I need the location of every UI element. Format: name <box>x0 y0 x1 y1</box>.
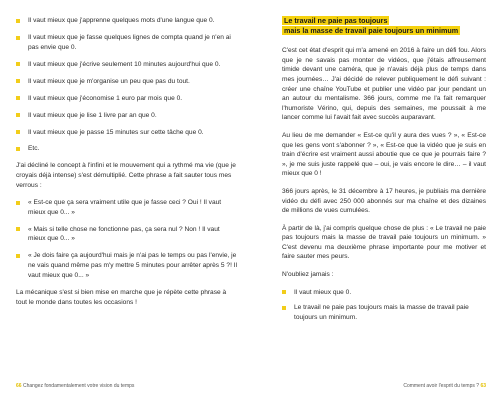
bullet-square-icon <box>16 19 20 23</box>
page-number: 66 <box>16 383 22 389</box>
list-item-text: « Mais si telle chose ne fonctionne pas, ça sera nul ? Non ! Il vaut mieux que 0... » <box>28 225 220 243</box>
page-footer-left <box>16 383 134 389</box>
bullet-square-icon <box>282 290 286 294</box>
right-page <box>250 0 500 400</box>
section-heading <box>282 16 486 35</box>
list-item <box>282 303 486 322</box>
bullet-square-icon <box>16 113 20 117</box>
list-item-text: « Je dois faire ça aujourd'hui mais je n'ai pas le temps ou pas l'envie, je ne vais quand même pas m'y mettre 5 minutes pour arrêter après 5 ?! Il vaut mieux que 0... » <box>28 252 238 279</box>
bullet-square-icon <box>16 254 20 258</box>
bullet-square-icon <box>16 147 20 151</box>
list-item-text: Il vaut mieux que je fasse quelques lignes de compta quand je n'en ai pas envie que 0. <box>28 33 231 51</box>
list-item <box>282 288 486 298</box>
page-number: 63 <box>480 383 486 389</box>
list-item-text: Il vaut mieux que je m'organise un peu que pas du tout. <box>28 77 190 85</box>
list-item-text: Il vaut mieux que je passe 15 minutes sur cette tâche que 0. <box>28 128 204 136</box>
body-paragraph: J'ai décliné le concept à l'infini et le mouvement qui a rythmé ma vie (que je croyais déjà intense) s'est démultiplié. Cette phrase a fait sauter tous mes verrous : <box>16 162 236 189</box>
body-paragraph: 366 jours après, le 31 décembre à 17 heures, je publiais ma dernière vidéo du défi avec 250 000 abonnés sur ma chaîne et des dizaines de millions de vues cumulées. <box>282 187 486 215</box>
list-item-text: Il vaut mieux que j'apprenne quelques mots d'une langue que 0. <box>28 17 215 24</box>
list-item <box>16 251 238 280</box>
right-page-content <box>282 16 486 328</box>
running-title: Comment avoir l'esprit du temps ? <box>403 383 480 389</box>
left-page-content <box>16 16 238 315</box>
list-item <box>16 111 238 121</box>
bullet-square-icon <box>16 96 20 100</box>
list-item-text: « Est-ce que ça sera vraiment utile que je fasse ceci ? Oui ! Il vaut mieux que 0... » <box>28 199 222 216</box>
list-item <box>16 60 238 70</box>
body-paragraph: À partir de là, j'ai compris quelque chose de plus : « Le travail ne paie pas toujours mais la masse de travail paie toujours un minimum. » C'est devenu ma deuxième phrase importante pour me motiver et faire sauter mes peurs. <box>282 224 486 261</box>
list-item-text: Il vaut mieux que j'économise 1 euro par mois que 0. <box>28 94 183 102</box>
body-paragraph: La mécanique s'est si bien mise en marche que je répète cette phrase à tout le monde dans toutes les occasions ! <box>16 289 227 306</box>
list-item-text: Il vaut mieux que j'écrive seulement 10 minutes aujourd'hui que 0. <box>28 60 221 68</box>
body-paragraph: Au lieu de me demander « Est-ce qu'il y aura des vues ? », « Est-ce que les gens vont s'abonner ? », « Est-ce que la vidéo que je suis en train d'écrire est vraiment aussi aboutie que ce que je pourrais faire ? », je me suis juste rappelé que – oui, je vais encore le dire… – il vaut mieux que 0 ! <box>282 131 486 178</box>
heading-line-1: Le travail ne paie pas toujours <box>284 16 388 25</box>
bullet-square-icon <box>16 62 20 66</box>
list-item <box>16 33 238 52</box>
list-item-text: Il vaut mieux que je lise 1 livre par an que 0. <box>28 111 157 119</box>
bullet-square-icon <box>16 130 20 134</box>
bullet-square-icon <box>16 227 20 231</box>
list-item-text: Le travail ne paie pas toujours mais la masse de travail paie toujours un minimum. <box>294 304 469 321</box>
bullet-square-icon <box>16 79 20 83</box>
running-title: Changez fondamentalement votre vision du temps <box>22 383 135 389</box>
bullet-square-icon <box>282 306 286 310</box>
list-item-text: Il vaut mieux que 0. <box>294 288 352 296</box>
bullet-square-icon <box>16 36 20 40</box>
list-item <box>16 144 238 154</box>
bullet-list-reminders <box>282 288 486 323</box>
list-item <box>16 16 238 26</box>
heading-line-2: mais la masse de travail paie toujours un minimum <box>284 25 459 35</box>
list-item <box>16 225 238 244</box>
list-item <box>16 128 238 138</box>
list-item <box>16 198 238 217</box>
bullet-square-icon <box>16 201 20 205</box>
list-item <box>16 94 238 104</box>
list-item-text: Etc. <box>28 145 40 153</box>
bullet-list-quotes <box>16 198 238 280</box>
page-footer-right <box>403 383 486 389</box>
body-paragraph: C'est cet état d'esprit qui m'a amené en 2016 à faire un défi fou. Alors que je ne savais pas monter de vidéos, que j'étais affreusement timide devant une caméra, que je n'avais déjà plus de temps dans mes journées… J'ai décidé de relever publiquement le défi suivant : créer une chaîne YouTube et publier une vidéo par jour pendant un an autour du mentalisme. 366 jours, comme me l'a fait remarquer l'humoriste Vérino, qui, depuis des semaines, me poussait à me lancer comme lui l'avait fait avec succès auparavant. <box>282 47 486 122</box>
bullet-list-principles <box>16 16 238 154</box>
body-paragraph: N'oubliez jamais : <box>282 271 334 279</box>
list-item <box>16 77 238 87</box>
